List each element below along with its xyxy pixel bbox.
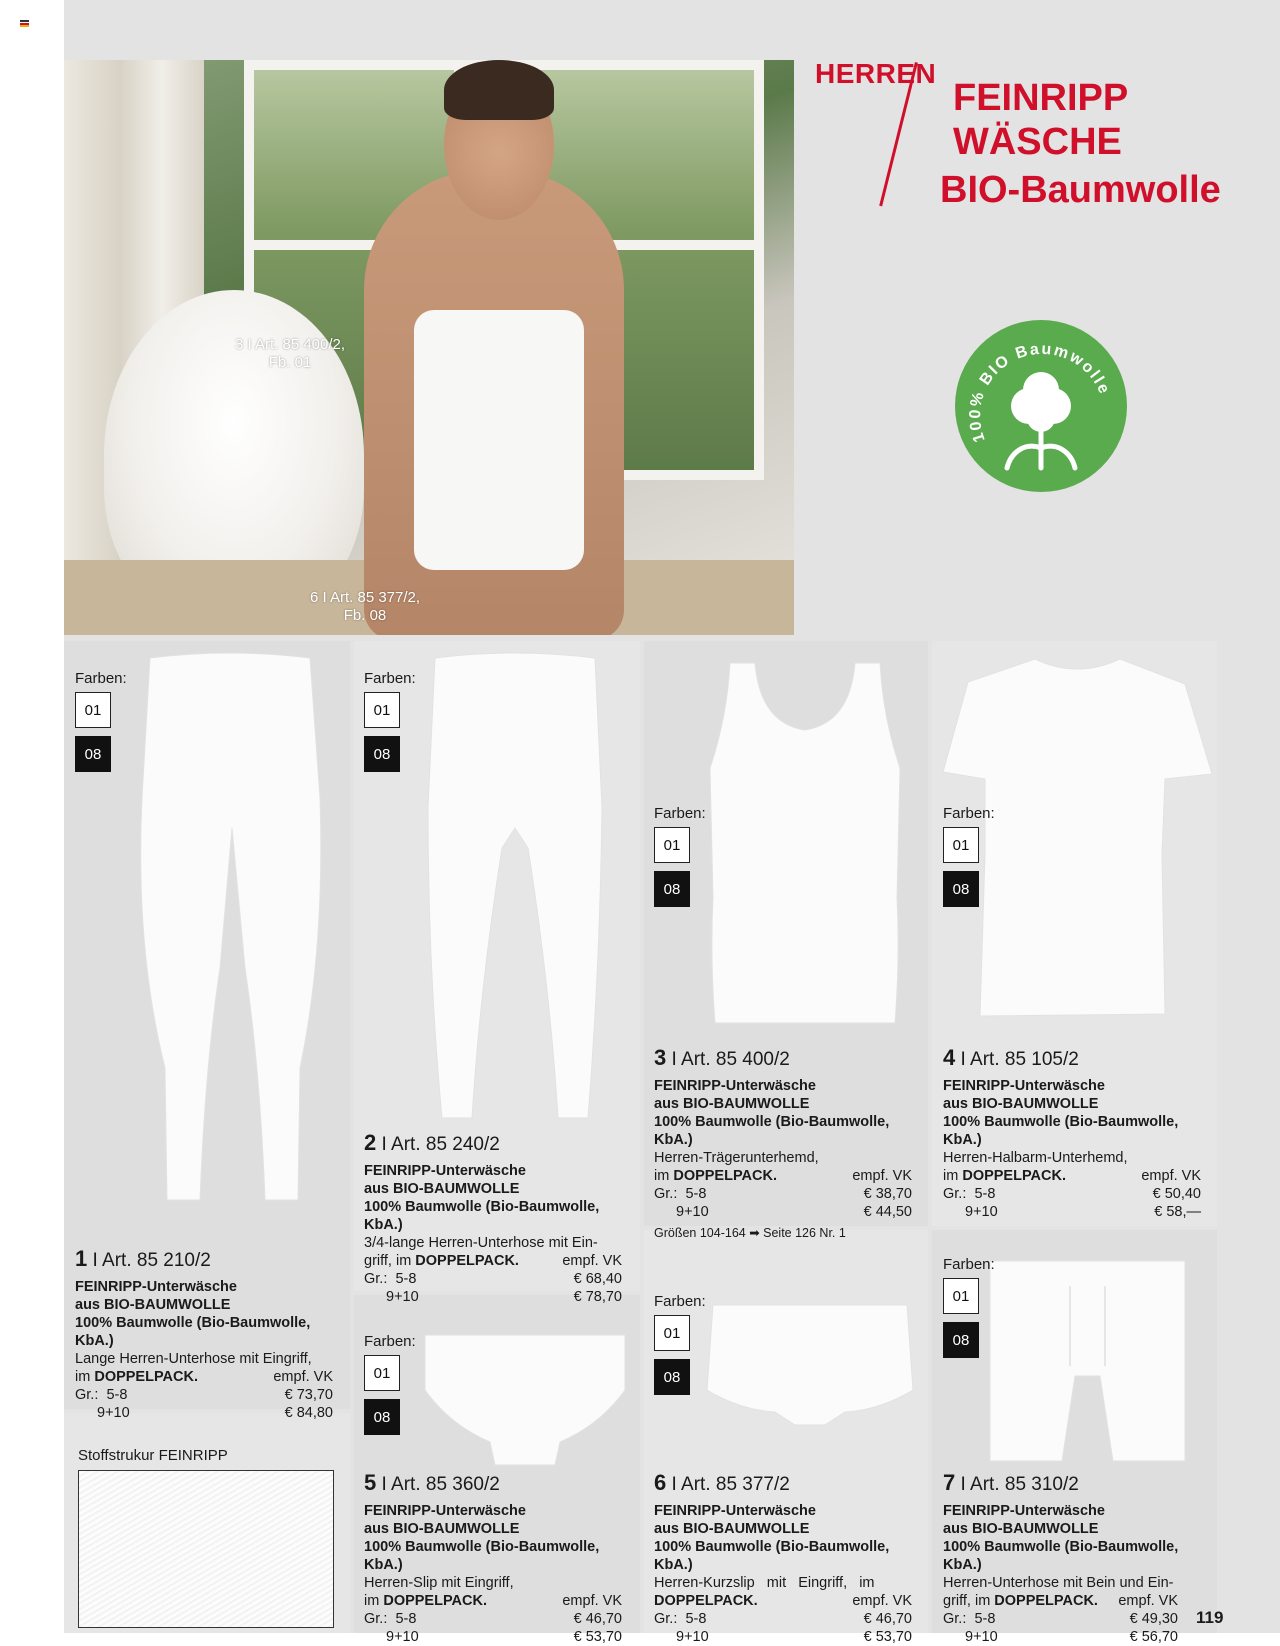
color-swatch-08[interactable]: 08 [943,871,979,907]
product-number: 4 [943,1045,956,1070]
product-empf: empf. VK [852,1168,912,1184]
product-title [75,1248,333,1272]
flag-icon [20,20,29,27]
product-pack: DOPPELPACK. [415,1253,519,1269]
product-info-2 [364,1132,622,1306]
size-2: 9+10 [97,1405,130,1421]
size-2: 9+10 [965,1629,998,1645]
product-desc-pre: im [364,1593,384,1609]
product-number: 7 [943,1470,956,1495]
color-swatch-08[interactable]: 08 [75,736,111,772]
price-1: € 73,70 [284,1387,333,1403]
product-article: I Art. 85 377/2 [671,1474,790,1495]
size-1: 5-8 [685,1186,707,1202]
price-2: € 58,— [1154,1204,1201,1220]
price-2: € 44,50 [863,1204,912,1220]
product-line3: 100% Baumwolle (Bio-Baumwolle, KbA.) [654,1539,890,1573]
header-line2: WÄSCHE [953,121,1122,163]
size-2: 9+10 [676,1629,709,1645]
farben-label-2: Farben: [364,670,416,687]
product-empf: empf. VK [273,1369,333,1385]
size-label: Gr.: [75,1387,99,1403]
product-article: I Art. 85 400/2 [671,1049,790,1070]
price-2: € 78,70 [573,1289,622,1305]
product-desc-pre: im [943,1168,963,1184]
size-label: Gr.: [364,1611,388,1627]
product-desc: Herren-Kurzslip mit Eingriff, im [654,1575,875,1591]
product-pack: DOPPELPACK. [994,1593,1098,1609]
color-swatch-01[interactable]: 01 [364,692,400,728]
garment-long-johns [120,648,340,1208]
product-pack: DOPPELPACK. [94,1369,199,1385]
product-desc: Herren-Halbarm-Unterhemd, [943,1150,1128,1166]
color-swatch-01[interactable]: 01 [943,827,979,863]
farben-label-5: Farben: [364,1333,416,1350]
size-reference-note: Größen 104-164 ➡ Seite 126 Nr. 1 [654,1226,846,1240]
header-herren: HERREN [815,58,937,89]
price-1: € 49,30 [1129,1611,1178,1627]
garment-kurzslip [705,1300,915,1430]
product-desc-pre: griff, im [943,1593,995,1609]
product-line3: 100% Baumwolle (Bio-Baumwolle, KbA.) [654,1114,890,1148]
farben-label-3: Farben: [654,805,706,822]
product-info-7 [943,1472,1201,1646]
fabric-label: Stoffstrukur FEINRIPP [78,1447,228,1464]
badge-text: 100% BIO Baumwolle [967,340,1114,445]
product-number: 1 [75,1246,88,1271]
size-2: 9+10 [965,1204,998,1220]
product-article: I Art. 85 210/2 [92,1250,211,1271]
product-line1: FEINRIPP-Unterwäsche [943,1078,1105,1094]
price-1: € 68,40 [573,1271,622,1287]
size-2: 9+10 [386,1629,419,1645]
product-line3: 100% Baumwolle (Bio-Baumwolle, KbA.) [943,1539,1179,1573]
garment-three-quarter-pants [410,648,620,1128]
size-label: Gr.: [654,1611,678,1627]
farben-label-7: Farben: [943,1256,995,1273]
product-line1: FEINRIPP-Unterwäsche [364,1503,526,1519]
product-desc: 3/4-lange Herren-Unterhose mit Ein- [364,1235,598,1251]
price-2: € 53,70 [863,1629,912,1645]
garment-slip [420,1330,630,1470]
product-info-6 [654,1472,912,1646]
product-desc: Herren-Unterhose mit Bein und Ein- [943,1575,1174,1591]
product-info-4 [943,1047,1201,1221]
product-line1: FEINRIPP-Unterwäsche [943,1503,1105,1519]
product-number: 3 [654,1045,667,1070]
price-1: € 38,70 [863,1186,912,1202]
farben-label-1: Farben: [75,670,127,687]
price-1: € 46,70 [863,1611,912,1627]
farben-label-6: Farben: [654,1293,706,1310]
product-empf: empf. VK [1118,1593,1178,1609]
photo-label-top-line1: 3 I Art. 85 400/2, [234,336,346,353]
product-desc: Lange Herren-Unterhose mit Eingriff, [75,1351,312,1367]
product-article: I Art. 85 310/2 [960,1474,1079,1495]
garment-tshirt [940,654,1215,1024]
bio-cotton-badge [955,320,1127,492]
color-swatch-01[interactable]: 01 [943,1278,979,1314]
color-swatch-08[interactable]: 08 [364,1399,400,1435]
product-desc-pre: im [654,1168,674,1184]
product-info-3 [654,1047,912,1240]
product-line2: aus BIO-BAUMWOLLE [943,1096,1099,1112]
color-swatch-08[interactable]: 08 [364,736,400,772]
product-line2: aus BIO-BAUMWOLLE [75,1297,231,1313]
size-2: 9+10 [676,1204,709,1220]
color-swatch-01[interactable]: 01 [75,692,111,728]
product-pack: DOPPELPACK. [654,1593,758,1609]
product-pack: DOPPELPACK. [673,1168,778,1184]
product-article: I Art. 85 105/2 [960,1049,1079,1070]
product-line3: 100% Baumwolle (Bio-Baumwolle, KbA.) [364,1539,600,1573]
size-1: 5-8 [974,1186,996,1202]
size-label: Gr.: [943,1611,967,1627]
photo-label-bottom-line1: 6 I Art. 85 377/2, [309,589,421,606]
size-label: Gr.: [654,1186,678,1202]
product-empf: empf. VK [562,1253,622,1269]
farben-label-4: Farben: [943,805,995,822]
color-swatch-08[interactable]: 08 [654,1359,690,1395]
color-swatch-01[interactable]: 01 [654,1315,690,1351]
product-pack: DOPPELPACK. [383,1593,488,1609]
header-line1: FEINRIPP [953,77,1129,119]
price-1: € 46,70 [573,1611,622,1627]
product-empf: empf. VK [852,1593,912,1609]
product-pack: DOPPELPACK. [962,1168,1067,1184]
color-swatch-01[interactable]: 01 [654,827,690,863]
price-2: € 84,80 [284,1405,333,1421]
color-swatch-08[interactable]: 08 [943,1322,979,1358]
product-info-1 [75,1248,333,1422]
size-2: 9+10 [386,1289,419,1305]
size-1: 5-8 [395,1611,417,1627]
product-empf: empf. VK [562,1593,622,1609]
size-1: 5-8 [974,1611,996,1627]
product-line1: FEINRIPP-Unterwäsche [654,1503,816,1519]
product-desc: Herren-Slip mit Eingriff, [364,1575,514,1591]
product-line2: aus BIO-BAUMWOLLE [654,1521,810,1537]
price-1: € 50,40 [1152,1186,1201,1202]
product-line1: FEINRIPP-Unterwäsche [364,1163,526,1179]
product-info-5 [364,1472,622,1646]
garment-boxer-trunks [985,1256,1190,1466]
product-line1: FEINRIPP-Unterwäsche [75,1279,237,1295]
header-line3: BIO-Baumwolle [940,169,1221,211]
product-article: I Art. 85 360/2 [381,1474,500,1495]
product-line2: aus BIO-BAUMWOLLE [364,1181,520,1197]
size-1: 5-8 [395,1271,417,1287]
photo-label-bottom-line2: Fb. 08 [343,607,387,624]
product-article: I Art. 85 240/2 [381,1134,500,1155]
price-2: € 56,70 [1129,1629,1178,1645]
product-desc-pre: im [75,1369,95,1385]
photo-label-top-line2: Fb. 01 [268,354,312,371]
product-line2: aus BIO-BAUMWOLLE [364,1521,520,1537]
product-number: 5 [364,1470,377,1495]
product-desc: Herren-Trägerunterhemd, [654,1150,819,1166]
size-1: 5-8 [685,1611,707,1627]
product-line3: 100% Baumwolle (Bio-Baumwolle, KbA.) [943,1114,1179,1148]
color-swatch-01[interactable]: 01 [364,1355,400,1391]
product-number: 6 [654,1470,667,1495]
hero-photo [64,60,794,635]
size-label: Gr.: [943,1186,967,1202]
page-number: 119 [1196,1608,1224,1627]
photo-label-bottom [290,589,440,625]
product-desc-pre: griff, im [364,1253,416,1269]
garment-tank-top [705,658,905,1028]
product-line1: FEINRIPP-Unterwäsche [654,1078,816,1094]
product-number: 2 [364,1130,377,1155]
product-line3: 100% Baumwolle (Bio-Baumwolle, KbA.) [364,1199,600,1233]
product-empf: empf. VK [1141,1168,1201,1184]
color-swatch-08[interactable]: 08 [654,871,690,907]
product-line2: aus BIO-BAUMWOLLE [943,1521,1099,1537]
fabric-sample [78,1470,334,1628]
price-2: € 53,70 [573,1629,622,1645]
product-line3: 100% Baumwolle (Bio-Baumwolle, KbA.) [75,1315,311,1349]
product-line2: aus BIO-BAUMWOLLE [654,1096,810,1112]
size-1: 5-8 [106,1387,128,1403]
size-label: Gr.: [364,1271,388,1287]
photo-label-top [215,336,365,372]
